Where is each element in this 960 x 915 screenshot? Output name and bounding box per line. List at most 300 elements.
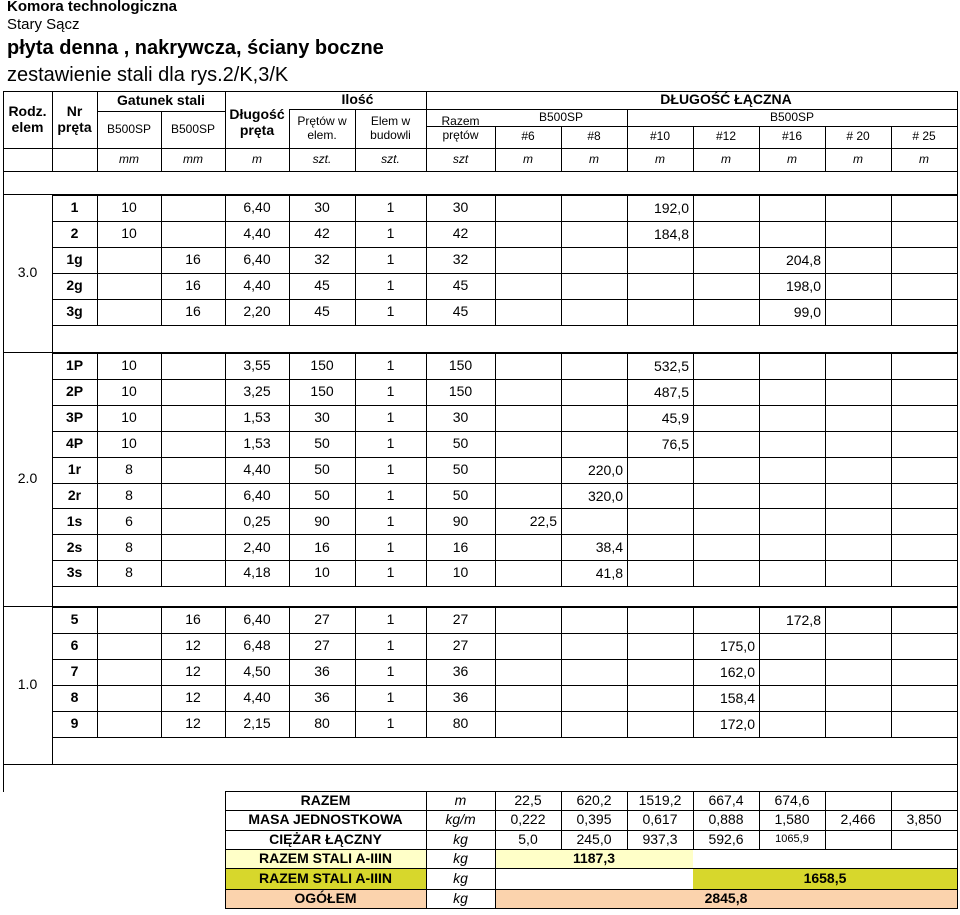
col-header-dlugosc: Długość pręta — [229, 106, 285, 138]
row-nr: 2r — [67, 486, 82, 503]
row-elem-w-budowli: 1 — [386, 251, 395, 268]
row-gatunek-2 — [161, 457, 225, 483]
grid-line — [957, 764, 958, 792]
row-dlugosc-value: 175,0 — [719, 637, 755, 654]
grid-line — [891, 431, 892, 458]
row-gatunek-2 — [161, 405, 225, 431]
grid-line — [759, 508, 760, 535]
summary-razem-value — [891, 791, 957, 810]
row-gatunek-1 — [97, 633, 161, 659]
row-gatunek-2 — [161, 534, 225, 560]
row-elem-w-budowli: 1 — [386, 538, 395, 555]
row-razem-pretow: 90 — [452, 512, 469, 529]
row-gatunek-1 — [97, 299, 161, 325]
grid-line — [891, 247, 892, 274]
grid-line — [52, 586, 958, 587]
summary-masa-label: MASA JEDNOSTKOWA — [248, 811, 403, 828]
grid-line — [693, 195, 694, 222]
row-dlugosc: 6,40 — [243, 611, 271, 628]
grid-line — [891, 633, 892, 660]
row-gatunek-2: 12 — [185, 663, 201, 680]
row-pretow-w-elem: 32 — [314, 251, 330, 268]
grid-line — [693, 247, 694, 274]
grid-line — [759, 379, 760, 406]
col-header-razem-pretow: Razem prętów — [441, 114, 480, 142]
summary-razem-unit: m — [454, 791, 467, 808]
grid-line — [3, 764, 958, 765]
row-razem-pretow: 150 — [448, 383, 473, 400]
grid-line — [825, 508, 826, 535]
grid-line — [891, 379, 892, 406]
unit-label: szt. — [381, 151, 400, 166]
row-dlugosc: 4,40 — [243, 460, 271, 477]
row-gatunek-1: 10 — [121, 409, 137, 426]
grid-line — [891, 560, 892, 587]
grid-line — [495, 711, 496, 738]
grid-line — [891, 607, 892, 634]
row-razem-pretow: 27 — [452, 611, 469, 628]
grid-line — [561, 711, 562, 738]
unit-label: m — [787, 151, 797, 166]
row-elem-w-budowli: 1 — [386, 302, 395, 319]
col-header-diameter: #6 — [521, 129, 535, 144]
row-gatunek-2: 12 — [185, 714, 201, 731]
grid-line — [495, 379, 496, 406]
unit-label: m — [589, 151, 599, 166]
grid-line — [693, 273, 694, 300]
grid-line — [759, 457, 760, 484]
row-pretow-w-elem: 27 — [314, 637, 330, 654]
grid-line — [891, 659, 892, 686]
row-nr: 1P — [65, 357, 84, 374]
col-header-gatunek-stali: Gatunek stali — [117, 92, 205, 109]
row-elem-w-budowli: 1 — [386, 199, 395, 216]
grid-line — [891, 508, 892, 535]
grid-line — [495, 195, 496, 222]
summary-ogolem-label: OGÓŁEM — [294, 889, 357, 906]
grid-line — [693, 508, 694, 535]
row-dlugosc: 4,40 — [243, 276, 271, 293]
row-pretow-w-elem: 150 — [310, 357, 334, 374]
grid-line — [627, 685, 628, 712]
grid-line — [495, 299, 496, 326]
summary-masa-value: 0,395 — [576, 811, 612, 828]
grid-line — [627, 560, 628, 587]
grid-line — [759, 711, 760, 738]
grid-line — [693, 353, 694, 380]
grid-line — [759, 685, 760, 712]
grid-line — [495, 483, 496, 510]
row-dlugosc-value: 158,4 — [719, 689, 755, 706]
grid-line — [825, 711, 826, 738]
grid-line — [759, 534, 760, 561]
row-elem-w-budowli: 1 — [386, 611, 395, 628]
row-razem-pretow: 42 — [452, 225, 469, 242]
row-pretow-w-elem: 80 — [314, 714, 330, 731]
grid-line — [825, 431, 826, 458]
row-nr: 6 — [70, 637, 79, 654]
row-dlugosc: 4,50 — [243, 663, 271, 680]
summary-ogolem-unit: kg — [453, 889, 468, 906]
row-pretow-w-elem: 27 — [314, 611, 330, 628]
summary-razem-label: RAZEM — [300, 791, 351, 808]
grid-line — [693, 299, 694, 326]
row-pretow-w-elem: 42 — [314, 225, 330, 242]
grid-line — [891, 353, 892, 380]
grid-line — [759, 483, 760, 510]
row-razem-pretow: 10 — [452, 564, 469, 581]
grid-line — [495, 457, 496, 484]
grid-line — [561, 299, 562, 326]
grid-line — [891, 405, 892, 432]
col-header-gatunek-1: B500SP — [106, 121, 152, 136]
grid-line — [825, 483, 826, 510]
row-dlugosc-value: 220,0 — [587, 461, 623, 478]
col-header-ilosc: Ilość — [341, 91, 374, 108]
grid-line — [52, 737, 958, 738]
row-dlugosc: 6,40 — [243, 199, 271, 216]
grid-line — [693, 221, 694, 248]
col-header-nr-preta: Nr pręta — [57, 103, 92, 135]
row-elem-w-budowli: 1 — [386, 714, 395, 731]
summary-ciezar-value: 245,0 — [576, 830, 612, 847]
row-dlugosc-value: 76,5 — [661, 435, 689, 452]
grid-line — [957, 352, 958, 607]
row-dlugosc-value: 99,0 — [793, 303, 821, 320]
summary-razem-a3n-label: RAZEM STALI A-IIIN — [259, 849, 392, 866]
row-nr: 2 — [70, 225, 79, 242]
grid-line — [561, 353, 562, 380]
unit-label: m — [252, 151, 262, 166]
grid-line — [561, 405, 562, 432]
row-gatunek-2: 16 — [185, 251, 201, 268]
row-razem-pretow: 50 — [452, 460, 469, 477]
row-pretow-w-elem: 45 — [314, 276, 330, 293]
grid-line — [627, 457, 628, 484]
row-elem-w-budowli: 1 — [386, 383, 395, 400]
grid-line — [825, 659, 826, 686]
group-label: 3.0 — [17, 264, 38, 281]
unit-label: m — [919, 151, 929, 166]
summary-razem-value: 620,2 — [576, 791, 612, 808]
row-pretow-w-elem: 36 — [314, 663, 330, 680]
grid-line — [957, 91, 958, 195]
row-gatunek-2 — [161, 431, 225, 457]
row-elem-w-budowli: 1 — [386, 225, 395, 242]
row-gatunek-1: 10 — [121, 383, 137, 400]
row-dlugosc-value: 162,0 — [719, 663, 755, 680]
row-gatunek-1: 10 — [121, 225, 137, 242]
grid-line — [825, 560, 826, 587]
row-pretow-w-elem: 90 — [314, 512, 330, 529]
unit-label: m — [853, 151, 863, 166]
row-nr: 8 — [70, 688, 79, 705]
grid-line — [825, 221, 826, 248]
col-header-rodz-elem: Rodz. elem — [8, 103, 47, 135]
grid-line — [759, 431, 760, 458]
row-dlugosc-value: 532,5 — [653, 358, 689, 374]
row-dlugosc: 4,18 — [243, 564, 271, 581]
grid-line — [825, 353, 826, 380]
grid-line — [759, 633, 760, 660]
grid-line — [759, 560, 760, 587]
row-dlugosc-value: 172,8 — [785, 612, 821, 628]
grid-line — [693, 405, 694, 432]
grid-line — [693, 560, 694, 587]
row-gatunek-1 — [97, 685, 161, 711]
row-dlugosc: 1,53 — [243, 409, 271, 426]
row-dlugosc: 2,40 — [243, 538, 271, 555]
row-gatunek-2: 12 — [185, 688, 201, 705]
row-razem-pretow: 30 — [452, 409, 469, 426]
summary-ciezar-value: 937,3 — [642, 830, 678, 847]
summary-razem-a3n-2-unit: kg — [453, 869, 468, 886]
row-gatunek-1 — [97, 659, 161, 685]
row-gatunek-2: 16 — [185, 302, 201, 319]
row-gatunek-1 — [97, 711, 161, 737]
summary-masa-value: 1,580 — [774, 811, 810, 828]
row-dlugosc-value: 192,0 — [653, 200, 689, 216]
unit-label: szt. — [312, 151, 332, 166]
row-dlugosc-value: 45,9 — [661, 409, 689, 426]
grid-line — [495, 633, 496, 660]
row-dlugosc: 0,25 — [243, 512, 271, 529]
grid-line — [495, 405, 496, 432]
row-nr: 1 — [70, 199, 79, 216]
row-dlugosc-value: 172,0 — [719, 715, 755, 732]
summary-masa-value: 0,617 — [642, 811, 678, 828]
row-razem-pretow: 36 — [452, 663, 469, 680]
row-gatunek-1 — [97, 247, 161, 273]
row-pretow-w-elem: 150 — [310, 383, 334, 400]
grid-line — [693, 483, 694, 510]
header-location: Stary Sącz — [7, 16, 80, 33]
row-gatunek-2 — [161, 353, 225, 379]
row-pretow-w-elem: 10 — [314, 564, 330, 581]
row-gatunek-1: 10 — [121, 199, 137, 216]
col-header-dlugosc-laczna: DŁUGOŚĆ ŁĄCZNA — [660, 91, 792, 108]
grid-line — [891, 685, 892, 712]
summary-ciezar-value: 5,0 — [518, 830, 538, 847]
grid-line — [825, 299, 826, 326]
row-dlugosc: 6,48 — [243, 637, 271, 654]
row-gatunek-1: 8 — [125, 486, 133, 503]
summary-ciezar-value — [825, 830, 891, 849]
row-elem-w-budowli: 1 — [386, 434, 395, 451]
row-gatunek-2: 12 — [185, 637, 201, 654]
grid-line — [627, 299, 628, 326]
grid-line — [891, 195, 892, 222]
row-dlugosc-value: 487,5 — [653, 383, 689, 400]
row-elem-w-budowli: 1 — [386, 357, 395, 374]
row-elem-w-budowli: 1 — [386, 460, 395, 477]
unit-label: m — [655, 151, 665, 166]
header-description: zestawienie stali dla rys.2/K,3/K — [7, 64, 289, 86]
row-nr: 3P — [65, 409, 84, 426]
row-gatunek-2 — [161, 508, 225, 534]
grid-line — [561, 273, 562, 300]
row-gatunek-1 — [97, 607, 161, 633]
row-gatunek-2: 16 — [185, 611, 201, 628]
grid-line — [693, 379, 694, 406]
summary-razem-value: 667,4 — [708, 791, 744, 808]
row-gatunek-1: 10 — [121, 357, 137, 374]
group-label: 1.0 — [17, 676, 38, 693]
row-dlugosc: 2,20 — [243, 302, 271, 319]
header-subject: płyta denna , nakrywcza, ściany boczne — [7, 37, 384, 59]
col-header-gatunek-2: B500SP — [170, 121, 216, 136]
grid-line — [891, 299, 892, 326]
grid-line — [693, 457, 694, 484]
row-razem-pretow: 45 — [452, 302, 469, 319]
col-header-diameter: #8 — [587, 129, 601, 144]
grid-line — [825, 633, 826, 660]
row-dlugosc-value: 22,5 — [529, 513, 557, 530]
row-razem-pretow: 30 — [452, 199, 469, 216]
grid-line — [495, 659, 496, 686]
row-gatunek-2 — [161, 560, 225, 586]
grid-line — [891, 273, 892, 300]
row-razem-pretow: 27 — [452, 637, 469, 654]
grid-line — [627, 633, 628, 660]
row-dlugosc: 6,40 — [243, 486, 271, 503]
grid-line — [495, 685, 496, 712]
grid-line — [495, 560, 496, 587]
row-nr: 2s — [66, 538, 83, 555]
grid-line — [825, 405, 826, 432]
row-dlugosc: 3,55 — [243, 357, 271, 374]
row-pretow-w-elem: 36 — [314, 688, 330, 705]
summary-razem-a3n-2-label: RAZEM STALI A-IIIN — [259, 869, 392, 886]
grid-line — [759, 221, 760, 248]
row-razem-pretow: 150 — [448, 357, 473, 374]
row-gatunek-1: 10 — [121, 434, 137, 451]
grid-line — [693, 607, 694, 634]
summary-masa-value: 0,222 — [510, 811, 546, 828]
grid-line — [561, 607, 562, 634]
grid-line — [3, 171, 958, 172]
row-elem-w-budowli: 1 — [386, 512, 395, 529]
grid-line — [825, 534, 826, 561]
grid-line — [495, 273, 496, 300]
row-pretow-w-elem: 50 — [314, 460, 330, 477]
grid-line — [825, 607, 826, 634]
grid-line — [825, 273, 826, 300]
grid-line — [561, 195, 562, 222]
grid-line — [693, 431, 694, 458]
grid-line — [627, 534, 628, 561]
row-razem-pretow: 36 — [452, 688, 469, 705]
row-nr: 1g — [66, 251, 83, 268]
summary-razem-a3n-2-value: 1658,5 — [803, 869, 847, 886]
grid-line — [495, 534, 496, 561]
grid-line — [957, 791, 958, 909]
grid-line — [561, 247, 562, 274]
unit-label: mm — [119, 151, 139, 166]
row-pretow-w-elem: 45 — [314, 302, 330, 319]
row-pretow-w-elem: 30 — [314, 199, 330, 216]
summary-masa-value: 2,466 — [840, 811, 876, 828]
row-razem-pretow: 45 — [452, 276, 469, 293]
col-header-diameter: #12 — [715, 129, 737, 144]
row-gatunek-2 — [161, 221, 225, 247]
grid-line — [225, 908, 958, 909]
grid-line — [891, 457, 892, 484]
row-razem-pretow: 50 — [452, 434, 469, 451]
grid-line — [561, 221, 562, 248]
grid-line — [759, 405, 760, 432]
row-dlugosc-value: 320,0 — [587, 487, 623, 504]
row-razem-pretow: 32 — [452, 251, 469, 268]
row-pretow-w-elem: 30 — [314, 409, 330, 426]
grid-line — [891, 534, 892, 561]
summary-razem-value: 22,5 — [514, 791, 542, 808]
col-header-diameter: # 20 — [846, 129, 870, 144]
grid-line — [561, 431, 562, 458]
row-razem-pretow: 50 — [452, 486, 469, 503]
grid-line — [627, 247, 628, 274]
grid-line — [561, 379, 562, 406]
row-elem-w-budowli: 1 — [386, 688, 395, 705]
row-dlugosc: 1,53 — [243, 434, 271, 451]
grid-line — [693, 534, 694, 561]
grid-line — [825, 379, 826, 406]
summary-razem-value — [825, 791, 891, 810]
grid-line — [52, 325, 958, 326]
summary-razem-a3n-value: 1187,3 — [572, 849, 616, 866]
unit-label: mm — [183, 151, 203, 166]
col-header-diameter: # 25 — [912, 129, 936, 144]
grid-line — [891, 483, 892, 510]
row-gatunek-2: 16 — [185, 276, 201, 293]
grid-line — [825, 685, 826, 712]
row-gatunek-2 — [161, 195, 225, 221]
grid-line — [495, 221, 496, 248]
row-nr: 7 — [70, 663, 79, 680]
summary-ciezar-value — [891, 830, 957, 849]
grid-line — [627, 659, 628, 686]
row-dlugosc-value: 41,8 — [595, 565, 623, 582]
grid-line — [759, 659, 760, 686]
summary-razem-a3n-unit: kg — [453, 849, 468, 866]
grid-line — [495, 247, 496, 274]
row-gatunek-1: 8 — [125, 564, 133, 581]
row-nr: 2g — [66, 276, 83, 293]
row-dlugosc: 3,25 — [243, 383, 271, 400]
col-header-pretow-w-elem: Prętów w elem. — [297, 114, 347, 142]
row-elem-w-budowli: 1 — [386, 486, 395, 503]
row-nr: 3g — [66, 302, 83, 319]
row-elem-w-budowli: 1 — [386, 637, 395, 654]
row-gatunek-1: 8 — [125, 538, 133, 555]
row-gatunek-2 — [161, 483, 225, 509]
summary-razem-value: 1519,2 — [638, 791, 682, 808]
row-pretow-w-elem: 16 — [314, 538, 330, 555]
grid-line — [759, 353, 760, 380]
col-header-b500sp-b: B500SP — [769, 109, 815, 124]
grid-line — [3, 171, 4, 195]
col-header-diameter: #10 — [649, 129, 671, 144]
summary-ciezar-value: 1065,9 — [775, 833, 809, 846]
grid-line — [495, 353, 496, 380]
row-elem-w-budowli: 1 — [386, 663, 395, 680]
row-dlugosc: 6,40 — [243, 251, 271, 268]
row-nr: 1r — [67, 460, 82, 477]
col-header-b500sp-a: B500SP — [538, 109, 584, 124]
grid-line — [759, 195, 760, 222]
grid-line — [561, 685, 562, 712]
unit-label: m — [721, 151, 731, 166]
